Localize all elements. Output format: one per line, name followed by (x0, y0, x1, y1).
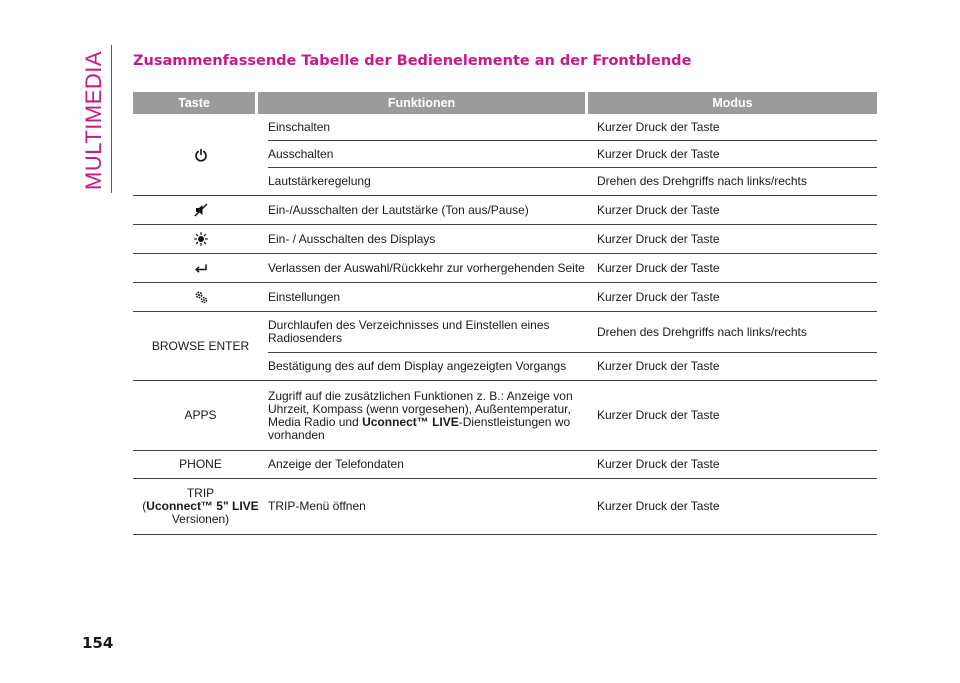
power-icon (194, 148, 208, 162)
header-funktionen: Funktionen (258, 92, 585, 114)
table-row (133, 114, 877, 196)
header-modus: Modus (588, 92, 877, 114)
function-cell: Einstellungen (268, 289, 341, 304)
function-cell: TRIP-Menü öffnen (268, 499, 366, 513)
mode-cell: Kurzer Druck der Taste (597, 289, 720, 304)
table-subrow (268, 114, 877, 141)
key-cell: PHONE (179, 457, 222, 471)
key-paren: ( (142, 499, 147, 513)
function-cell: Verlassen der Auswahl/Rückkehr zur vorhergehenden Seite (268, 260, 585, 275)
key-line: TRIP (186, 486, 215, 500)
controls-table (133, 92, 877, 535)
function-cell: Bestätigung des auf dem Display angezeigten Vorgangs (268, 359, 567, 373)
table-row (133, 479, 877, 535)
brand-text: Uconnect™ LIVE (362, 414, 459, 429)
function-cell: Ausschalten (268, 146, 334, 161)
key-cell (133, 254, 268, 282)
key-line: Versionen) (171, 512, 230, 526)
mode-cell: Kurzer Druck der Taste (597, 408, 720, 422)
page-title: Zusammenfassende Tabelle der Bedienelemente an der Frontblende (133, 53, 692, 69)
mode-cell: Kurzer Druck der Taste (597, 359, 720, 373)
mode-cell: Kurzer Druck der Taste (597, 457, 720, 471)
table-row (133, 451, 877, 479)
mode-cell: Kurzer Druck der Taste (597, 231, 720, 246)
table-row (133, 381, 877, 451)
function-cell: Durchlaufen des Verzeichnisses und Einstellen eines Radiosenders (268, 318, 550, 345)
table-subrow (268, 312, 877, 353)
mode-cell: Drehen des Drehgriffs nach links/rechts (597, 174, 807, 188)
function-cell (268, 381, 597, 450)
section-label: MULTIMEDIA (81, 50, 106, 190)
table-subrow (268, 141, 877, 168)
table-row (133, 196, 877, 225)
mode-cell: Kurzer Druck der Taste (597, 499, 720, 513)
settings-icon (194, 290, 208, 304)
key-cell: APPS (184, 408, 217, 422)
header-taste: Taste (133, 92, 255, 114)
table-row (133, 254, 877, 283)
mode-cell: Kurzer Druck der Taste (597, 202, 720, 217)
table-header (133, 92, 877, 114)
mode-cell: Kurzer Druck der Taste (597, 260, 720, 275)
back-icon (194, 261, 208, 275)
display-icon (194, 232, 208, 246)
table-subrow (268, 168, 877, 195)
key-cell: BROWSE ENTER (151, 338, 250, 353)
mode-cell: Drehen des Drehgriffs nach links/rechts (597, 324, 807, 339)
key-brand: Uconnect™ 5" LIVE (146, 499, 259, 513)
table-row (133, 283, 877, 312)
key-cell (133, 479, 268, 534)
key-cell (133, 196, 268, 224)
key-cell (133, 283, 268, 311)
function-cell: Ein-/Ausschalten der Lautstärke (Ton aus/Pause) (268, 202, 529, 217)
table-row (133, 312, 877, 381)
mode-cell: Kurzer Druck der Taste (597, 146, 720, 161)
key-cell (133, 225, 268, 253)
section-divider (111, 45, 112, 193)
function-cell: Anzeige der Telefondaten (268, 457, 404, 471)
mute-icon (194, 203, 208, 217)
function-text-end: -Dienstleistungen wo vorhanden (268, 414, 571, 442)
table-subrow (268, 353, 877, 380)
function-cell: Ein- / Ausschalten des Displays (268, 231, 436, 246)
table-row (133, 225, 877, 254)
key-cell (133, 114, 268, 195)
function-cell: Einschalten (268, 119, 331, 134)
mode-cell: Kurzer Druck der Taste (597, 119, 720, 134)
page-number: 154 (82, 634, 114, 652)
function-text: Zugriff auf die zusätzlichen Funktionen z. B.: Anzeige von Uhrzeit, Kompass (wenn vorgesehen), Außentemperatur, Media Radio und (268, 388, 573, 429)
function-cell: Lautstärkeregelung (268, 174, 371, 188)
